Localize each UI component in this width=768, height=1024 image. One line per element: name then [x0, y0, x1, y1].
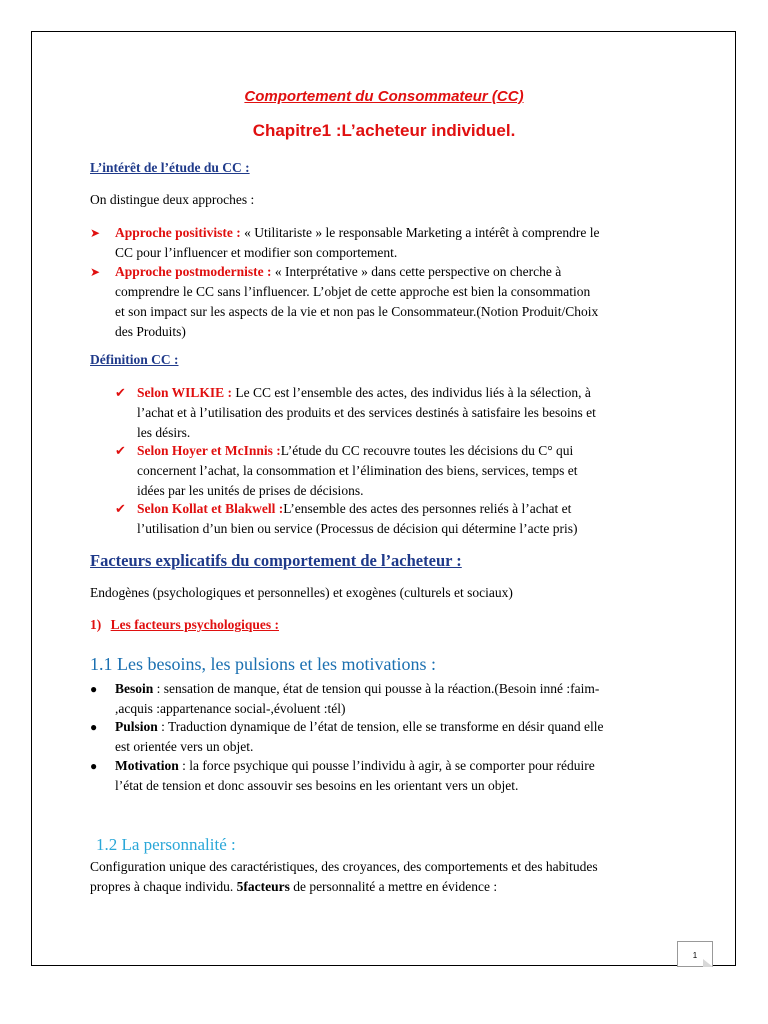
- approche-text: « Interprétative » dans cette perspective on cherche à: [271, 264, 562, 279]
- facteurs-psychologiques-heading: [90, 617, 279, 633]
- page-fold-icon: [703, 959, 713, 967]
- list-item-text: : la force psychique qui pousse l’individu à agir, à se comporter pour réduire: [178, 758, 595, 773]
- approche-text: CC pour l’influencer et modifier son comportement.: [115, 245, 398, 260]
- list-item-label: Besoin: [115, 681, 154, 696]
- definition-label: Selon Hoyer et McInnis :: [137, 443, 281, 458]
- definition-text: les désirs.: [137, 425, 191, 440]
- sub-number: 1): [90, 617, 102, 632]
- approche-text: et son impact sur les aspects de la vie et non pas le Consommateur.(Notion Produit/Choix: [115, 304, 599, 319]
- list-item: [90, 756, 710, 796]
- personnalite-line: Configuration unique des caractéristiques, des croyances, des comportements et des habitudes: [90, 859, 598, 874]
- bullet-dot-icon: ●: [90, 682, 98, 696]
- page-number: 1: [692, 951, 698, 960]
- section-1-2-heading: 1.2 La personnalité :: [96, 835, 236, 854]
- list-item-text: ,acquis :appartenance social-,évoluent :tél): [115, 701, 346, 716]
- approche-label: Approche postmoderniste :: [115, 264, 272, 279]
- list-item-text: : Traduction dynamique de l’état de tension, elle se transforme en désir quand elle: [157, 719, 604, 734]
- list-item: [90, 679, 710, 719]
- arrowhead-icon: ➤: [90, 265, 101, 279]
- definition-label: Selon Kollat et Blakwell :: [137, 501, 284, 516]
- personnalite-bold: 5facteurs: [236, 879, 290, 894]
- interet-heading: L’intérêt de l’étude du CC :: [90, 160, 250, 175]
- bullet-dot-icon: ●: [90, 759, 98, 773]
- definition-label: Selon WILKIE :: [137, 385, 233, 400]
- personnalite-line: propres à chaque individu.: [90, 879, 237, 894]
- definition-item: [115, 383, 715, 443]
- facteurs-intro: Endogènes (psychologiques et personnelles) et exogènes (culturels et sociaux): [90, 585, 513, 600]
- arrowhead-icon: ➤: [90, 226, 101, 240]
- definition-heading: Définition CC :: [90, 352, 179, 367]
- document-title: Comportement du Consommateur (CC): [244, 88, 524, 105]
- approche-item: [90, 223, 710, 263]
- approche-label: Approche positiviste :: [115, 225, 241, 240]
- interet-intro: On distingue deux approches :: [90, 192, 255, 207]
- list-item: [90, 717, 710, 757]
- approche-text: des Produits): [115, 324, 186, 339]
- approche-text: comprendre le CC sans l’influencer. L’objet de cette approche est bien la consommation: [115, 284, 591, 299]
- facteurs-heading: Facteurs explicatifs du comportement de l’acheteur :: [90, 551, 462, 570]
- list-item-text: est orientée vers un objet.: [115, 739, 254, 754]
- definition-text: concernent l’achat, la consommation et l’élimination des biens, services, temps et: [137, 463, 578, 478]
- checkmark-icon: ✔: [115, 385, 126, 400]
- section-1-2-text: [90, 857, 720, 897]
- definition-text: l’achat et à l’utilisation des produits et des services destinés à satisfaire les besoins et: [137, 405, 596, 420]
- list-item-text: : sensation de manque, état de tension qui pousse à la réaction.(Besoin inné :faim-: [153, 681, 600, 696]
- definition-item: [115, 499, 715, 539]
- chapter-title: Chapitre1 :L’acheteur individuel.: [252, 121, 516, 140]
- checkmark-icon: ✔: [115, 443, 126, 458]
- definition-text: idées par les unités de prises de décisions.: [137, 483, 364, 498]
- definition-text: L’étude du CC recouvre toutes les décisions du C° qui: [280, 443, 574, 458]
- definition-text: L’ensemble des actes des personnes reliés à l’achat et: [283, 501, 572, 516]
- page-number-box: [677, 941, 713, 967]
- bullet-dot-icon: ●: [90, 720, 98, 734]
- list-item-text: l’état de tension et donc assouvir ses besoins en les orientant vers un objet.: [115, 778, 519, 793]
- section-1-1-heading: 1.1 Les besoins, les pulsions et les motivations :: [90, 654, 436, 674]
- list-item-label: Motivation: [115, 758, 179, 773]
- list-item-label: Pulsion: [115, 719, 158, 734]
- checkmark-icon: ✔: [115, 501, 126, 516]
- approche-item: [90, 262, 710, 342]
- definition-text: Le CC est l’ensemble des actes, des individus liés à la sélection, à: [232, 385, 591, 400]
- personnalite-line: de personnalité a mettre en évidence :: [289, 879, 498, 894]
- definition-item: [115, 441, 715, 501]
- definition-text: l’utilisation d’un bien ou service (Processus de décision qui détermine l’acte pris): [137, 521, 578, 536]
- approche-text: « Utilitariste » le responsable Marketing a intérêt à comprendre le: [240, 225, 600, 240]
- sub-heading: Les facteurs psychologiques :: [110, 617, 279, 632]
